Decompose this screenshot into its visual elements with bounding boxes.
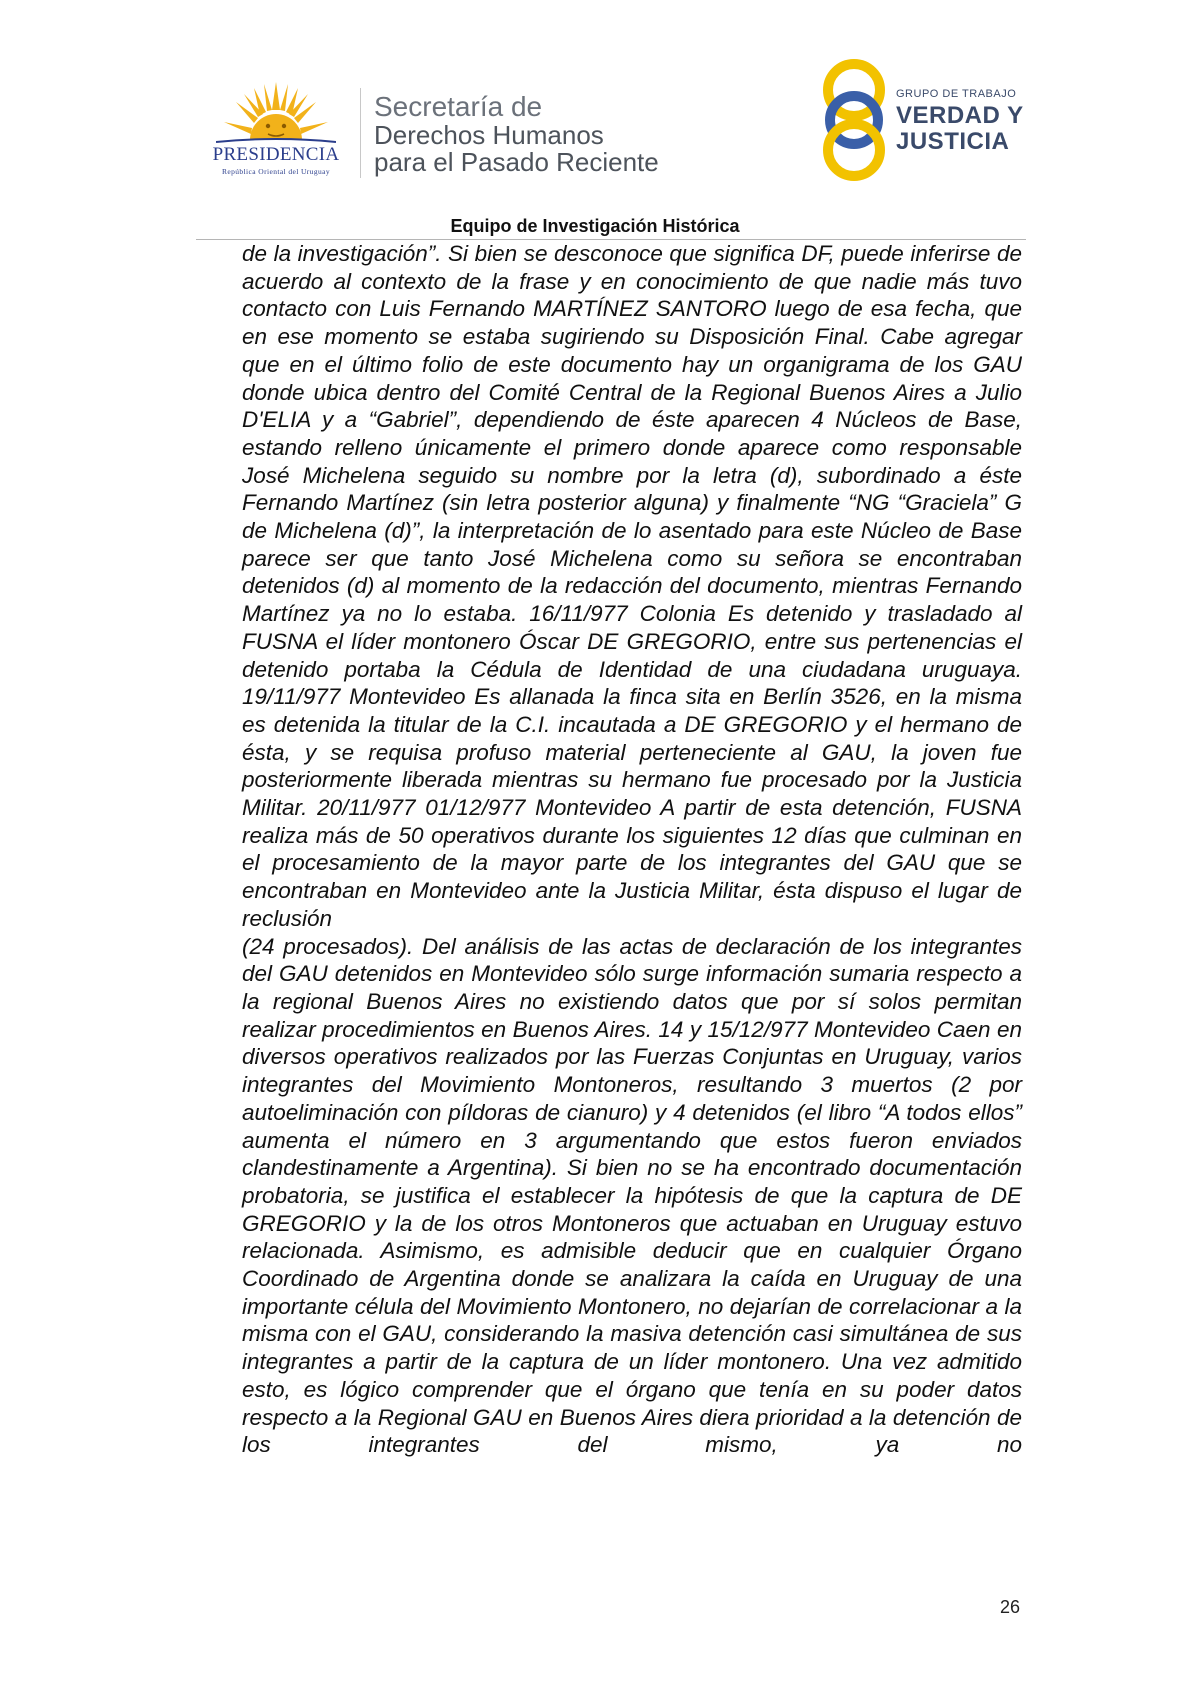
- sun-icon: [216, 80, 336, 146]
- grupo-title-line-2: JUSTICIA: [896, 128, 1010, 155]
- verdad-justicia-logo: [820, 56, 1030, 182]
- page-number: 26: [1000, 1597, 1021, 1617]
- presidencia-logo: [196, 80, 356, 176]
- document-body: [242, 240, 1022, 1459]
- linked-rings-icon: [820, 56, 890, 182]
- presidencia-subtitle: República Oriental del Uruguay: [221, 167, 330, 176]
- page-header: [0, 0, 1190, 240]
- secretaria-line-1: Secretaría de: [374, 91, 543, 122]
- presidencia-name: PRESIDENCIA: [212, 144, 340, 165]
- grupo-label: GRUPO DE TRABAJO: [896, 88, 1017, 100]
- grupo-title-line-1: VERDAD Y: [896, 102, 1024, 129]
- secretaria-title: [374, 92, 659, 176]
- secretaria-line-3: para el Pasado Reciente: [374, 147, 659, 177]
- body-paragraph-2: (24 procesados). Del análisis de las actas de declaración de los integrantes del GAU detenidos en Montevideo sólo surge información sumaria respecto a la regional Buenos Aires no existiendo datos que por sí solos permitan realizar procedimientos en Buenos Aires. 14 y 15/12/977 Montevideo Caen en diversos operativos realizados por las Fuerzas Conjuntas en Uruguay, varios integrantes del Movimiento Montoneros, resultando 3 muertos (2 por autoeliminación con píldoras de cianuro) y 4 detenidos (el libro “A todos ellos” aumenta el número en 3 argumentando que estos fueron enviados clandestinamente a Argentina). Si bien no se ha encontrado documentación probatoria, se justifica el establecer la hipótesis de que la captura de DE GREGORIO y la de los otros Montoneros que actuaban en Uruguay estuvo relacionada. Asimismo, es admisible deducir que en cualquier Órgano Coordinado de Argentina donde se analizara la caída en Uruguay de una importante célula del Movimiento Montonero, no dejarían de correlacionar a la misma con el GAU, considerando la masiva detención casi simultánea de sus integrantes a partir de la captura de un líder montonero. Una vez admitido esto, es lógico comprender que el órgano que tenía en su poder datos respecto a la Regional GAU en Buenos Aires diera prioridad a la detención de los integrantes del mismo, ya no: [242, 933, 1022, 1458]
- body-paragraph-1: de la investigación”. Si bien se desconoce que significa DF, puede inferirse de acuerdo al contexto de la frase y en conocimiento de que nadie más tuvo contacto con Luis Fernando MARTÍNEZ SANTORO luego de esa fecha, que en ese momento se estaba sugiriendo su Disposición Final. Cabe agregar que en el último folio de este documento hay un organigrama de los GAU donde ubica dentro del Comité Central de la Regional Buenos Aires a Julio D'ELIA y a “Gabriel”, dependiendo de éste aparecen 4 Núcleos de Base, estando relleno únicamente el primero donde aparece como responsable José Michelena seguido su nombre por la letra (d), subordinado a éste Fernando Martínez (sin letra posterior alguna) y finalmente “NG “Graciela” G de Michelena (d)”, la interpretación de lo asentado para este Núcleo de Base parece ser que tanto José Michelena como su señora se encontraban detenidos (d) al momento de la redacción del documento, mientras Fernando Martínez ya no lo estaba. 16/11/977 Colonia Es detenido y trasladado al FUSNA el líder montonero Óscar DE GREGORIO, entre sus pertenencias el detenido portaba la Cédula de Identidad de una ciudadana uruguaya. 19/11/977 Montevideo Es allanada la finca sita en Berlín 3526, en la misma es detenida la titular de la C.I. incautada a DE GREGORIO y el hermano de ésta, y se requisa profuso material perteneciente al GAU, la joven fue posteriormente liberada mientras su hermano fue procesado por la Justicia Militar. 20/11/977 01/12/977 Montevideo A partir de esta detención, FUSNA realiza más de 50 operativos durante los siguientes 12 días que culminan en el procesamiento de la mayor parte de los integrantes del GAU que se encontraban en Montevideo ante la Justicia Militar, ésta dispuso el lugar de reclusión: [242, 241, 1022, 931]
- secretaria-line-2: Derechos Humanos: [374, 120, 604, 150]
- header-divider: [360, 88, 361, 178]
- team-heading: Equipo de Investigación Histórica: [450, 216, 740, 236]
